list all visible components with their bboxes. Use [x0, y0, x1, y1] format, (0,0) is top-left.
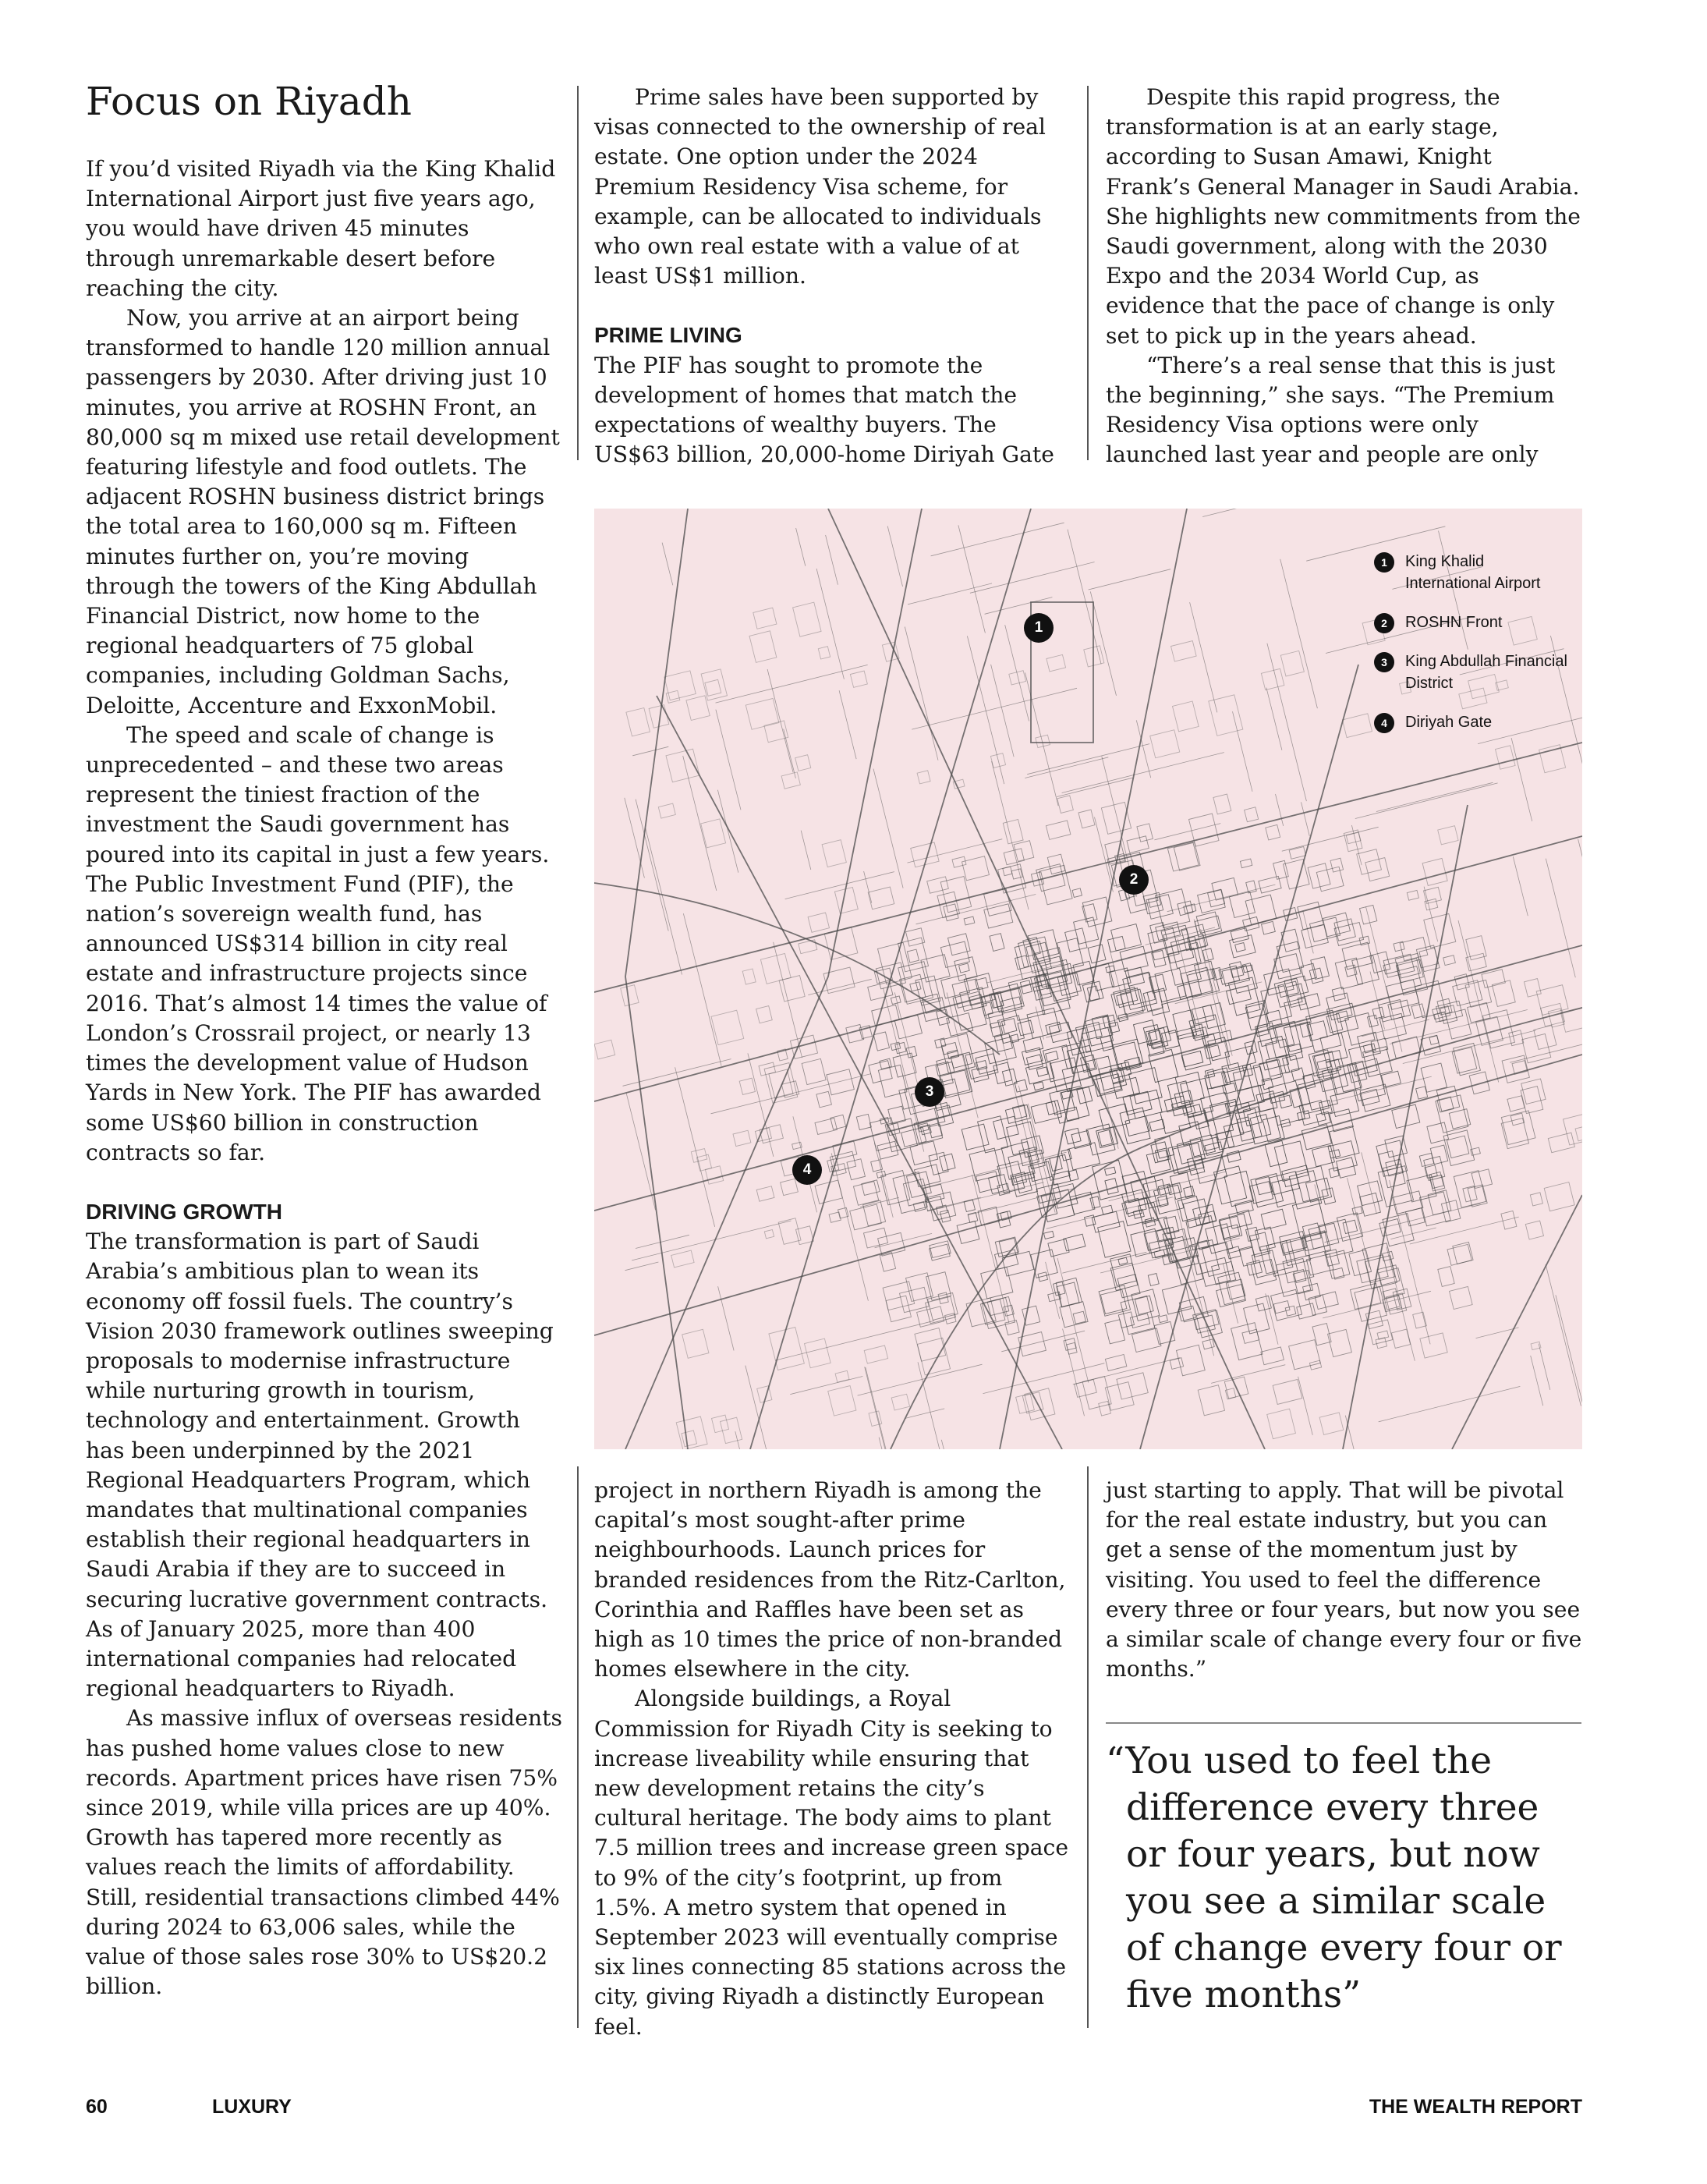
legend-item [1374, 551, 1569, 594]
paragraph: If you’d visited Riyadh via the King Khalid International Airport just five years ago, you would have driven 45 minutes through unremarkable desert before reaching the city. [86, 156, 556, 301]
column-3-bottom [1106, 1476, 1583, 1684]
paragraph: Prime sales have been supported by visas connected to the ownership of real estate. One option under the 2024 Premium Residency Visa scheme, for example, can be allocated to individuals who own real estate with a value of at least US$1 million. [594, 84, 1046, 289]
paragraph: As massive influx of overseas residents has pushed home values close to new records. Apartment prices have risen 75% since 2019, while villa prices are up 40%. Growth has tapered more recently as values reach the limits of affordability. Still, residential transactions climbed 44% during 2024 to 63,006 sales, while the value of those sales rose 30% to US$20.2 billion. [86, 1705, 562, 2000]
column-3-top [1106, 83, 1583, 470]
paragraph: The speed and scale of change is unprecedented – and these two areas represent the tiniest fraction of the investment the Saudi government has poured into its capital in just a few years. The Public Investment Fund (PIF), the nation’s sovereign wealth fund, has announced US$314 billion in city real estate and infrastructure projects since 2016. That’s almost 14 times the value of London’s Crossrail project, or nearly 13 times the development value of Hudson Yards in New York. The PIF has awarded some US$60 billion in construction contracts so far. [86, 722, 550, 1165]
paragraph: just starting to apply. That will be pivotal for the real estate industry, but you can get a sense of the momentum just by visiting. You used to feel the difference every three or four years, but now you see a similar scale of change every four or five months.” [1106, 1477, 1582, 1682]
section-heading: DRIVING GROWTH [86, 1199, 282, 1224]
column-2-bottom [594, 1476, 1071, 2042]
page-number: 60 [86, 2096, 108, 2118]
column-1 [86, 154, 563, 2001]
legend-label: Diriyah Gate [1405, 714, 1493, 731]
legend-number: 1 [1374, 552, 1394, 573]
paragraph: project in northern Riyadh is among the capital’s most sought-after prime neighbourhoods. Launch prices for branded residences from the Ritz-Carlton, Corinthia and Raffles have been set as high as 10 times the price of non-branded homes elsewhere in the city. [594, 1477, 1066, 1682]
column-divider [1087, 1466, 1089, 2028]
section-heading: PRIME LIVING [594, 323, 742, 348]
column-divider [577, 86, 579, 460]
pull-quote-text: “You used to feel the difference every three or four years, but now you see a similar scale of change every four or five months” [1106, 1739, 1562, 2016]
paragraph: The PIF has sought to promote the development of homes that match the expectations of wealthy buyers. The US$63 billion, 20,000-home Diriyah Gate [594, 352, 1054, 468]
page-title: Focus on Riyadh [86, 79, 412, 124]
legend-label: ROSHN Front [1405, 614, 1503, 631]
legend-number: 4 [1374, 713, 1394, 733]
publication-name: THE WEALTH REPORT [1369, 2096, 1582, 2118]
map-marker-kafd: 3 [915, 1077, 944, 1107]
paragraph: “There’s a real sense that this is just the beginning,” she says. “The Premium Residency Visa options were only launched last year and people are only [1106, 352, 1556, 468]
riyadh-map [594, 509, 1582, 1449]
map-marker-diriyah-gate: 4 [792, 1155, 822, 1185]
legend-item [1374, 651, 1569, 694]
legend-item [1374, 612, 1569, 633]
paragraph: Now, you arrive at an airport being transformed to handle 120 million annual passengers by 2030. After driving just 10 minutes, you arrive at ROSHN Front, an 80,000 sq m mixed use retail development featuring lifestyle and food outlets. The adjacent ROSHN business district brings the total area to 160,000 sq m. Fifteen minutes further on, you’re moving through the towers of the King Abdullah Financial District, now home to the regional headquarters of 75 global companies, including Goldman Sachs, Deloitte, Accenture and ExxonMobil. [86, 305, 560, 718]
legend-item [1374, 711, 1569, 733]
section-label: LUXURY [212, 2096, 292, 2118]
paragraph: Despite this rapid progress, the transformation is at an early stage, according to Susan Amawi, Knight Frank’s General Manager in Saudi Arabia. She highlights new commitments from the Saudi government, along with the 2030 Expo and the 2034 World Cup, as evidence that the pace of change is only set to pick up in the years ahead. [1106, 84, 1581, 349]
paragraph: The transformation is part of Saudi Arabia’s ambitious plan to wean its economy off fossil fuels. The country’s Vision 2030 framework outlines sweeping proposals to modernise infrastructure while nurturing growth in tourism, technology and entertainment. Growth has been underpinned by the 2021 Regional Headquarters Program, which mandates that multinational companies establish their regional headquarters in Saudi Arabia if they are to succeed in securing lucrative government contracts. As of January 2025, more than 400 international companies had relocated regional headquarters to Riyadh. [86, 1228, 554, 1702]
column-2-top [594, 83, 1071, 470]
column-divider [1087, 86, 1089, 460]
map-marker-airport: 1 [1024, 613, 1054, 643]
column-divider [577, 1466, 579, 2028]
legend-label: King Khalid International Airport [1405, 553, 1541, 592]
pull-quote [1106, 1738, 1581, 2019]
paragraph: Alongside buildings, a Royal Commission for Riyadh City is seeking to increase liveability while ensuring that new development retains the city’s cultural heritage. The body aims to plant 7.5 million trees and increase green space to 9% of the city’s footprint, up from 1.5%. A metro system that opened in September 2023 will eventually comprise six lines connecting 85 stations across the city, giving Riyadh a distinctly European feel. [594, 1686, 1069, 2040]
legend-label: King Abdullah Financial District [1405, 653, 1567, 692]
pull-quote-rule [1106, 1722, 1581, 1724]
map-legend [1374, 551, 1569, 750]
legend-number: 2 [1374, 613, 1394, 633]
legend-number: 3 [1374, 652, 1394, 672]
map-marker-roshn-front: 2 [1119, 865, 1149, 895]
